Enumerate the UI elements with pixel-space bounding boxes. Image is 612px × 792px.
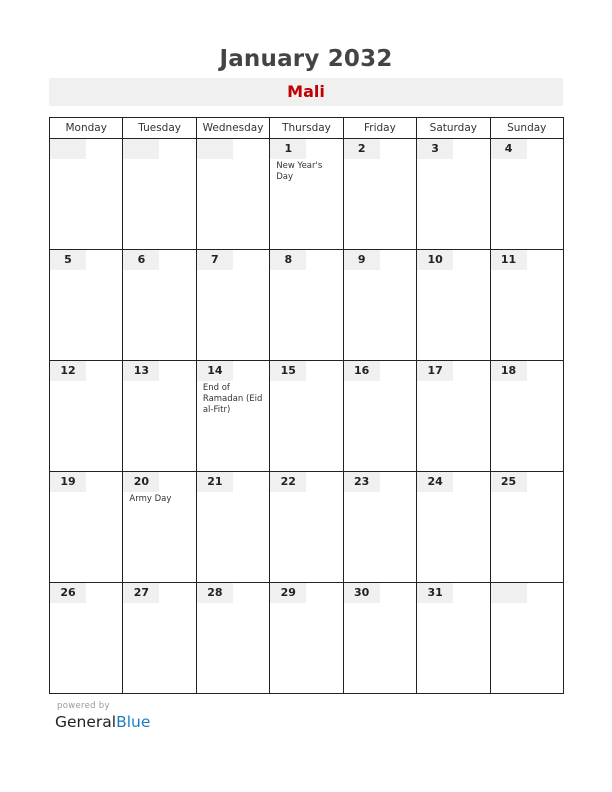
weekday-header: Wednesday xyxy=(196,118,269,139)
day-number: 8 xyxy=(270,250,306,270)
powered-by-text: powered by xyxy=(57,701,110,711)
day-cell xyxy=(196,472,269,583)
generalblue-logo[interactable] xyxy=(55,713,150,731)
day-cell xyxy=(196,583,269,694)
day-number: 31 xyxy=(417,583,453,603)
week-row xyxy=(50,361,564,472)
page-title: January 2032 xyxy=(219,46,393,72)
week-row xyxy=(50,139,564,250)
day-number: 14 xyxy=(197,361,233,381)
country-banner xyxy=(49,78,563,106)
day-number: 13 xyxy=(123,361,159,381)
day-number: 2 xyxy=(344,139,380,159)
day-cell xyxy=(417,361,490,472)
country-name: Mali xyxy=(287,82,325,101)
day-number: 4 xyxy=(491,139,527,159)
day-cell xyxy=(270,583,343,694)
day-number xyxy=(491,583,527,603)
day-cell xyxy=(270,139,343,250)
weekday-header: Sunday xyxy=(490,118,563,139)
day-number: 28 xyxy=(197,583,233,603)
day-number: 26 xyxy=(50,583,86,603)
day-cell xyxy=(490,361,563,472)
day-number: 30 xyxy=(344,583,380,603)
day-number: 3 xyxy=(417,139,453,159)
day-cell xyxy=(343,583,416,694)
day-cell xyxy=(50,583,123,694)
weekday-header: Thursday xyxy=(270,118,343,139)
day-number: 25 xyxy=(491,472,527,492)
weekday-header: Tuesday xyxy=(123,118,196,139)
day-cell xyxy=(343,472,416,583)
day-cell xyxy=(343,250,416,361)
day-cell xyxy=(417,139,490,250)
week-row xyxy=(50,583,564,694)
day-number: 21 xyxy=(197,472,233,492)
weekday-header: Friday xyxy=(343,118,416,139)
day-number: 10 xyxy=(417,250,453,270)
day-number: 5 xyxy=(50,250,86,270)
day-cell xyxy=(343,139,416,250)
day-cell xyxy=(50,250,123,361)
day-cell xyxy=(490,583,563,694)
holiday-label: Army Day xyxy=(129,494,172,504)
day-cell xyxy=(196,139,269,250)
day-cell xyxy=(490,139,563,250)
day-number: 6 xyxy=(123,250,159,270)
day-cell xyxy=(490,250,563,361)
day-cell xyxy=(270,361,343,472)
day-number: 16 xyxy=(344,361,380,381)
weekday-header-row xyxy=(50,118,564,139)
day-cell xyxy=(490,472,563,583)
day-cell xyxy=(270,250,343,361)
weekday-header: Saturday xyxy=(417,118,490,139)
day-cell xyxy=(196,250,269,361)
brand-general: General xyxy=(55,713,117,731)
day-number: 20 xyxy=(123,472,159,492)
day-cell xyxy=(270,472,343,583)
day-cell xyxy=(50,472,123,583)
day-number: 29 xyxy=(270,583,306,603)
brand-blue: Blue xyxy=(116,713,151,731)
day-cell xyxy=(50,139,123,250)
day-cell xyxy=(417,250,490,361)
day-number xyxy=(50,139,86,159)
calendar-grid xyxy=(49,117,564,694)
day-number: 7 xyxy=(197,250,233,270)
day-number: 19 xyxy=(50,472,86,492)
day-cell xyxy=(123,250,196,361)
day-number: 17 xyxy=(417,361,453,381)
day-number: 27 xyxy=(123,583,159,603)
day-cell xyxy=(343,361,416,472)
weekday-header: Monday xyxy=(50,118,123,139)
week-row xyxy=(50,472,564,583)
day-number xyxy=(123,139,159,159)
day-number: 1 xyxy=(270,139,306,159)
day-number: 22 xyxy=(270,472,306,492)
day-number: 24 xyxy=(417,472,453,492)
week-row xyxy=(50,250,564,361)
day-number xyxy=(197,139,233,159)
day-cell xyxy=(196,361,269,472)
day-cell xyxy=(123,361,196,472)
day-number: 12 xyxy=(50,361,86,381)
day-number: 18 xyxy=(491,361,527,381)
day-number: 11 xyxy=(491,250,527,270)
day-number: 9 xyxy=(344,250,380,270)
holiday-label: End of Ramadan (Eid al-Fitr) xyxy=(202,383,263,415)
day-cell xyxy=(50,361,123,472)
holiday-label: New Year's Day xyxy=(276,161,323,182)
day-cell xyxy=(123,583,196,694)
day-cell xyxy=(417,472,490,583)
day-cell xyxy=(123,139,196,250)
day-cell xyxy=(123,472,196,583)
day-cell xyxy=(417,583,490,694)
day-number: 15 xyxy=(270,361,306,381)
day-number: 23 xyxy=(344,472,380,492)
